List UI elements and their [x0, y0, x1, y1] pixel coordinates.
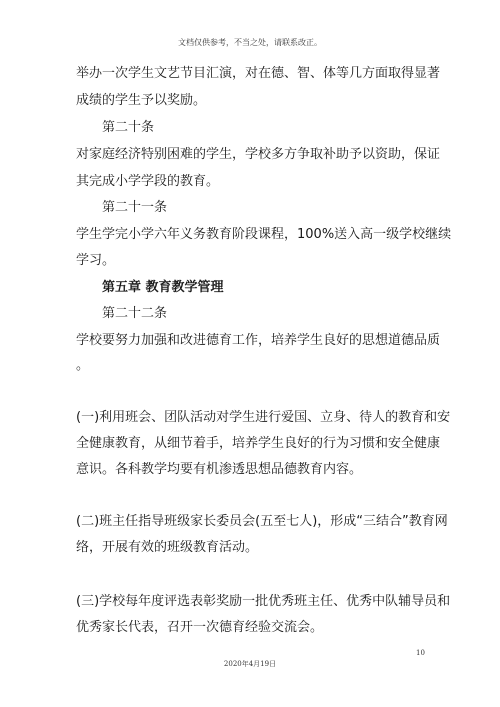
paragraph-line: 。 [76, 358, 90, 373]
paragraph-line: 举办一次学生文艺节目汇演，对在德、智、体等几方面取得显著 [76, 66, 441, 81]
header-notice: 文档仅供参考，不当之处，请联系改正。 [178, 38, 322, 47]
list-item-1-line: 意识。各科教学均要有机渗透思想品德教育内容。 [76, 462, 363, 477]
paragraph-line: 成绩的学生予以奖励。 [76, 93, 207, 108]
paragraph-line: 学习。 [76, 253, 116, 268]
paragraph-line: 其完成小学学段的教育。 [76, 174, 220, 189]
paragraph-line: 学校要努力加强和改进德育工作，培养学生良好的思想道德品质 [76, 333, 441, 348]
page-number: 10 [416, 649, 425, 657]
footer-date: 2020年4月19日 [223, 660, 277, 668]
list-item-2-line: 络，开展有效的班级教育活动。 [76, 540, 259, 555]
article-20-title: 第二十条 [102, 120, 155, 135]
chapter-5-title: 第五章 教育教学管理 [102, 280, 224, 295]
list-item-1-line: 全健康教育，从细节着手，培养学生良好的行为习惯和安全健康 [76, 436, 441, 451]
list-item-3-line: 优秀家长代表，召开一次德育经验交流会。 [76, 620, 324, 635]
list-item-1-line: (一)利用班会、团队活动对学生进行爱国、立身、待人的教育和安 [76, 410, 451, 425]
list-item-3-line: (三)学校每年度评选表彰奖励一批优秀班主任、优秀中队辅导员和 [76, 594, 451, 609]
article-21-title: 第二十一条 [102, 200, 168, 215]
article-22-title: 第二十二条 [102, 306, 168, 321]
paragraph-line: 学生学完小学六年义务教育阶段课程，100%送入高一级学校继续 [76, 227, 452, 242]
list-item-2-line: (二)班主任指导班级家长委员会(五至七人)，形成“三结合”教育网 [76, 514, 448, 529]
paragraph-line: 对家庭经济特别困难的学生，学校多方争取补助予以资助，保证 [76, 147, 441, 162]
